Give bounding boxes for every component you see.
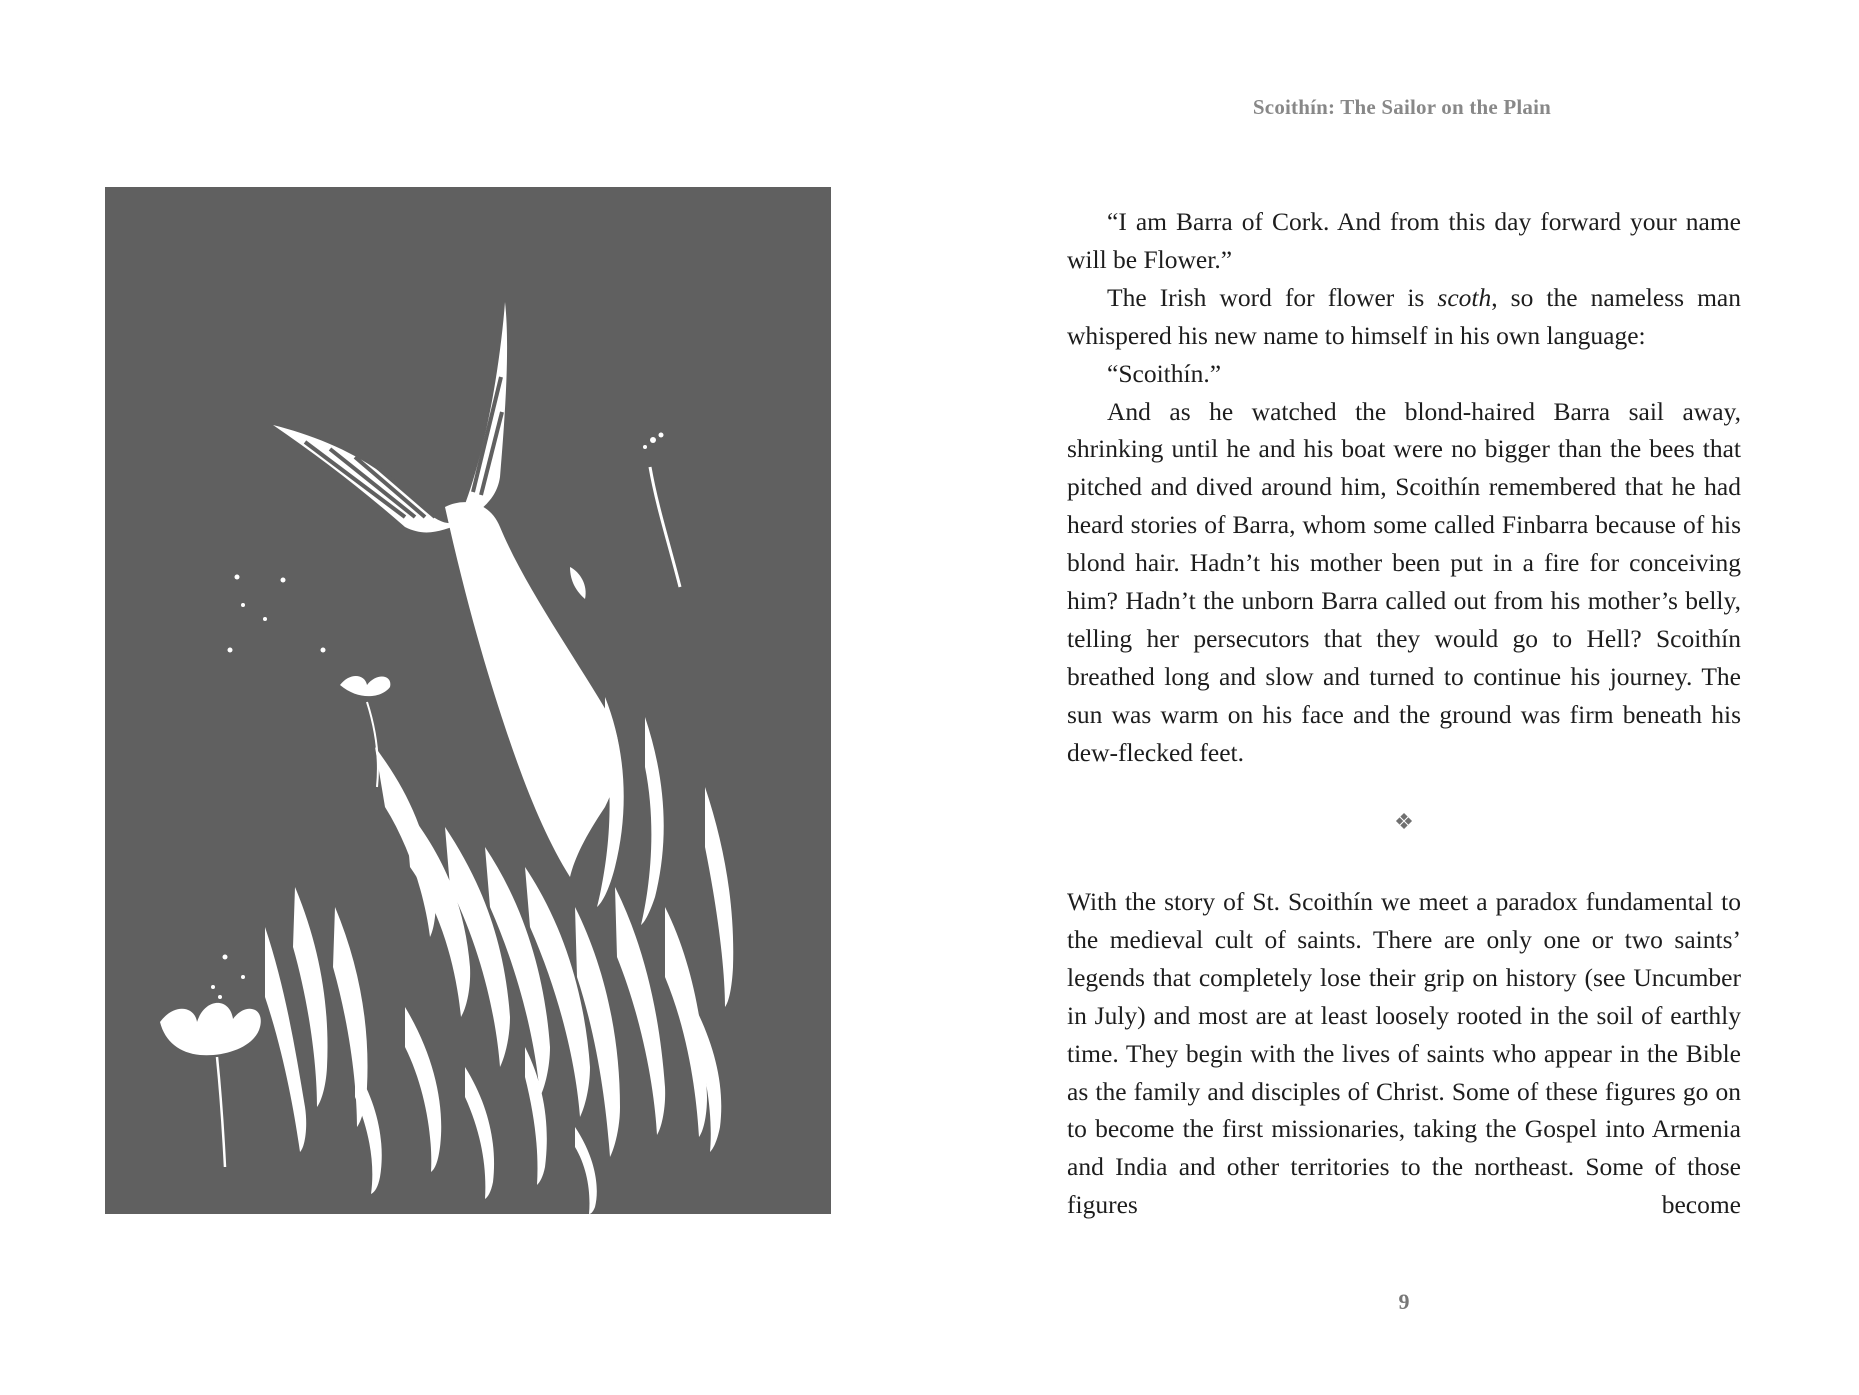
paragraph-1: “I am Barra of Cork. And from this day forward your name will be Flower.” (1067, 207, 1741, 274)
paragraph-4: And as he watched the blond-haired Barra sail away, shrinking until he and his boat were no bigger than the bees that pitched and dived around him, Scoithín remembered that he had heard stories of Barra, whom some called Finbarra because of his blond hair. Hadn’t his mother been put in a fire for conceiving him? Hadn’t the unborn Barra called out from his mother’s belly, telling her persecutors that they would go to Hell? Scoithín breathed long and slow and turned to continue his journey. The sun was warm on his face and the ground was firm beneath his dew-flecked feet. (1067, 396, 1741, 767)
commentary-text (1067, 883, 1741, 1224)
paragraph-3: “Scoithín.” (1107, 358, 1222, 388)
paragraph-2: The Irish word for flower is scoth, so the nameless man whispered his new name to himself in his own language: (1067, 282, 1741, 350)
whale-body (445, 502, 619, 877)
story-text (1067, 203, 1741, 772)
illustration-panel (105, 187, 831, 1214)
italic-word: scoth (1437, 282, 1492, 312)
section-break-ornament-icon: ❖ (1394, 810, 1414, 835)
running-head: Scoithín: The Sailor on the Plain (1252, 95, 1552, 119)
whale-tail-and-seaweed-woodcut-icon (105, 187, 831, 1214)
page-number: 9 (1398, 1289, 1410, 1314)
paragraph-5: With the story of St. Scoithín we meet a paradox fundamental to the medieval cult of saints. There are only one or two saints’ legends that completely lose their grip on history (see Uncumber in July) and most are at least loosely rooted in the soil of earthly time. They begin with the lives of saints who appear in the Bible as the family and disciples of Christ. Some of these figures go on to become the first missionaries, taking the Gospel into Armenia and India and other territories to the northeast. Some of those figures become (1067, 887, 1741, 1220)
